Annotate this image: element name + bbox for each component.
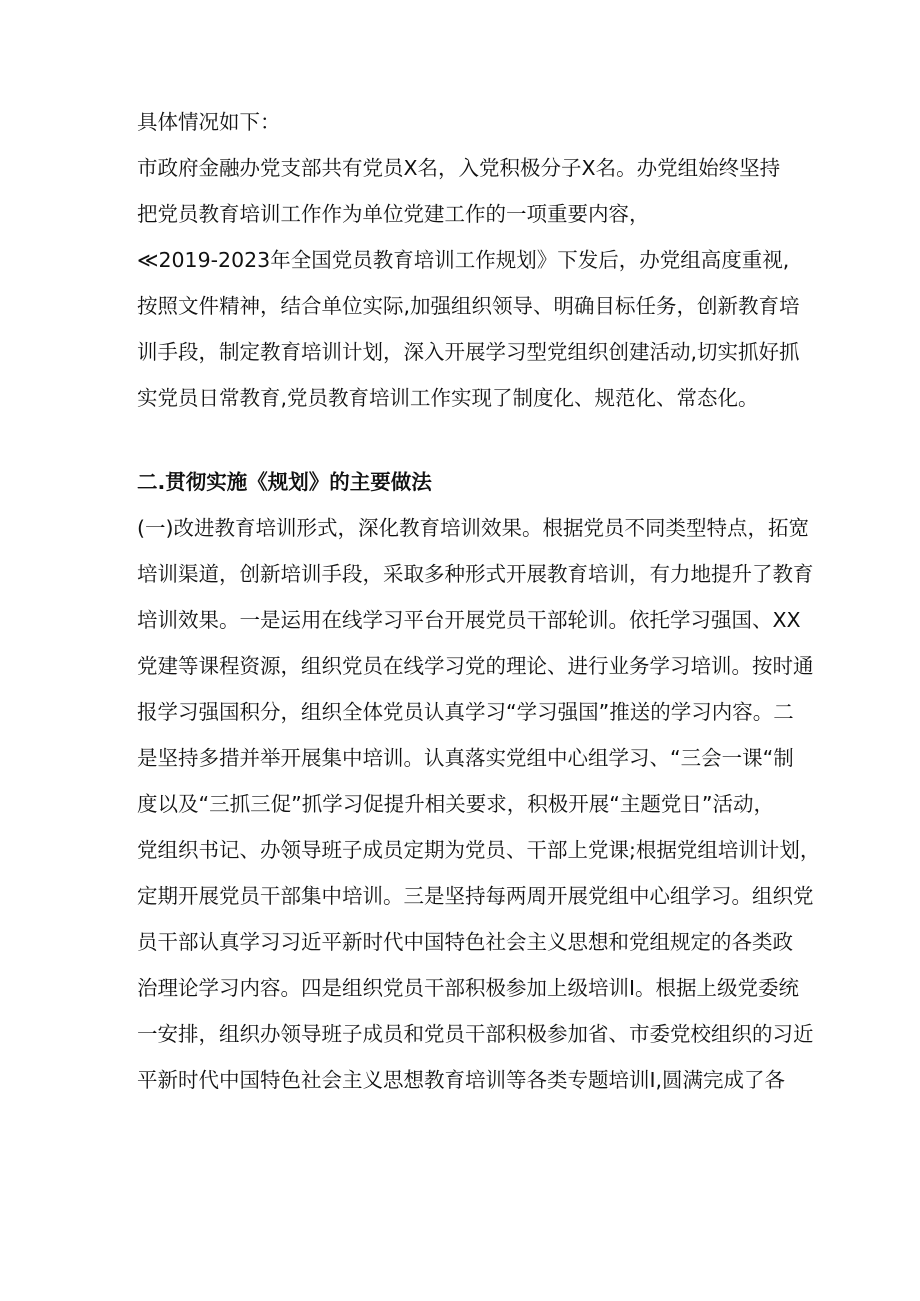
text-line: 党建等课程资源，组织党员在线学习党的理论、进行业务学习培训。按时通 (137, 654, 814, 678)
text-line: 定期开展党员干部集中培训。三是坚持每两周开展党组中心组学习。组织党 (137, 884, 814, 908)
intro-paragraph (137, 156, 800, 410)
text-line: 治理论学习内容。四是组织党员干部积极参加上级培训I。根据上级党委统 (137, 976, 800, 1000)
section-heading: 二.贯彻实施《规划》的主要做法 (137, 470, 432, 494)
text-line: 培训渠道，创新培训手段，采取多种形式开展教育培训，有力地提升了教育 (137, 562, 814, 586)
text-line: ≪2019-2023年全国党员教育培训工作规划》下发后，办党组高度重视, (137, 248, 790, 272)
text-line: 按照文件精神，结合单位实际,加强组织领导、明确目标任务，创新教育培 (137, 294, 800, 318)
document-body (137, 110, 821, 1092)
text-line: 平新时代中国特色社会主义思想教育培训等各类专题培训I,圆满完成了各 (137, 1068, 786, 1092)
text-line: (一)改进教育培训形式，深化教育培训效果。根据党员不同类型特点，拓宽 (137, 516, 809, 540)
text-line: 把党员教育培训工作作为单位党建工作的一项重要内容， (137, 202, 650, 226)
text-line: 市政府金融办党支部共有党员X名，入党积极分子X名。办党组始终坚持 (137, 156, 781, 180)
text-line: 报学习强国积分，组织全体党员认真学习“学习强国”推送的学习内容。二 (137, 700, 794, 724)
text-line: 员干部认真学习习近平新时代中国特色社会主义思想和党组规定的各类政 (137, 930, 793, 954)
text-line: 培训效果。一是运用在线学习平台开展党员干部轮训。依托学习强国、XX (137, 608, 801, 632)
text-line: 一安排，组织办领导班子成员和党员干部积极参加省、市委党校组织的习近 (137, 1022, 814, 1046)
section-paragraph (137, 516, 821, 1092)
intro-label: 具体情况如下： (137, 110, 281, 134)
text-line: 党组织书记、办领导班子成员定期为党员、干部上党课;根据党组培训计划， (137, 838, 821, 862)
text-line: 是坚持多措并举开展集中培训。认真落实党组中心组学习、“三会一课“制 (137, 746, 794, 770)
text-line: 实党员日常教育,党员教育培训工作实现了制度化、规范化、常态化。 (137, 386, 759, 410)
text-line: 训手段，制定教育培训计划，深入开展学习型党组织创建活动,切实抓好抓 (137, 340, 800, 364)
text-line: 度以及“三抓三促”抓学习促提升相关要求，积极开展“主题党日”活动， (137, 792, 774, 816)
